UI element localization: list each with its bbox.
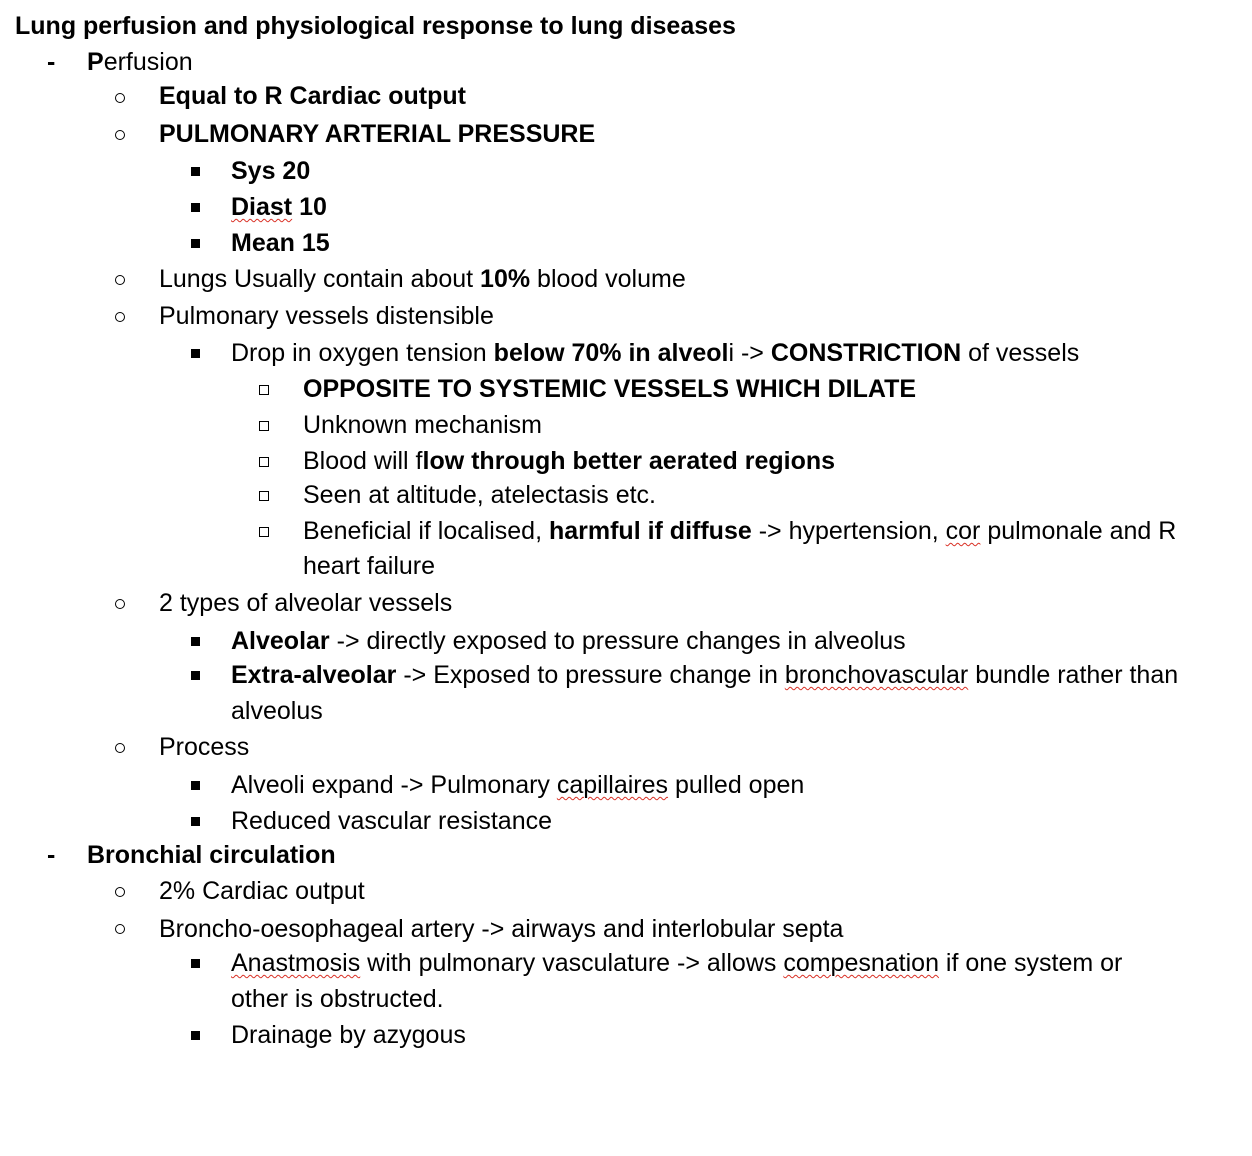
list-item: Drop in oxygen tension below 70% in alveoli -> CONSTRICTION of vessels bbox=[231, 339, 1080, 367]
list-item: Sys 20 bbox=[231, 157, 311, 185]
section-heading-bronchial: Bronchial circulation bbox=[87, 841, 336, 869]
bullet-square bbox=[191, 671, 200, 680]
list-item: Lungs Usually contain about 10% blood volume bbox=[159, 265, 686, 293]
list-item-continuation: alveolus bbox=[231, 697, 323, 725]
bullet-square bbox=[191, 203, 200, 212]
list-item: PULMONARY ARTERIAL PRESSURE bbox=[159, 120, 596, 148]
list-item: Diast 10 bbox=[231, 193, 327, 221]
list-item: Drainage by azygous bbox=[231, 1021, 466, 1049]
list-item: Alveoli expand -> Pulmonary capillaires pulled open bbox=[231, 771, 805, 799]
bullet-circle bbox=[115, 93, 125, 103]
bullet-square bbox=[191, 817, 200, 826]
bullet-dash: - bbox=[47, 841, 56, 869]
list-item: Reduced vascular resistance bbox=[231, 807, 552, 835]
bullet-circle bbox=[115, 887, 125, 897]
bullet-circle bbox=[115, 312, 125, 322]
page-title: Lung perfusion and physiological response to lung diseases bbox=[15, 12, 736, 40]
bullet-circle bbox=[115, 130, 125, 140]
list-item: Broncho-oesophageal artery -> airways and interlobular septa bbox=[159, 915, 844, 943]
bullet-square bbox=[191, 637, 200, 646]
list-item: Process bbox=[159, 733, 250, 761]
bullet-square bbox=[191, 1031, 200, 1040]
list-item: 2 types of alveolar vessels bbox=[159, 589, 453, 617]
bullet-box bbox=[259, 491, 269, 501]
list-item: Beneficial if localised, harmful if diffuse -> hypertension, cor pulmonale and R bbox=[303, 517, 1177, 545]
bullet-box bbox=[259, 527, 269, 537]
list-item: Equal to R Cardiac output bbox=[159, 82, 466, 110]
bullet-square bbox=[191, 349, 200, 358]
list-item: Extra-alveolar -> Exposed to pressure change in bronchovascular bundle rather than bbox=[231, 661, 1179, 689]
list-item: Mean 15 bbox=[231, 229, 330, 257]
bullet-box bbox=[259, 457, 269, 467]
bullet-box bbox=[259, 385, 269, 395]
bullet-circle bbox=[115, 599, 125, 609]
bullet-square bbox=[191, 239, 200, 248]
list-item: Pulmonary vessels distensible bbox=[159, 302, 494, 330]
bullet-dash: - bbox=[47, 48, 56, 76]
bullet-circle bbox=[115, 275, 125, 285]
list-item: Blood will flow through better aerated regions bbox=[303, 447, 836, 475]
bullet-square bbox=[191, 959, 200, 968]
list-item: OPPOSITE TO SYSTEMIC VESSELS WHICH DILATE bbox=[303, 375, 917, 403]
list-item: Alveolar -> directly exposed to pressure changes in alveolus bbox=[231, 627, 906, 655]
list-item: Unknown mechanism bbox=[303, 411, 542, 439]
list-item: Seen at altitude, atelectasis etc. bbox=[303, 481, 656, 509]
bullet-box bbox=[259, 421, 269, 431]
bullet-circle bbox=[115, 743, 125, 753]
bullet-circle bbox=[115, 924, 125, 934]
list-item: 2% Cardiac output bbox=[159, 877, 365, 905]
list-item-continuation: heart failure bbox=[303, 552, 436, 580]
list-item: Anastmosis with pulmonary vasculature -> allows compesnation if one system or bbox=[231, 949, 1123, 977]
section-heading-perfusion: Perfusion bbox=[87, 48, 193, 76]
list-item-continuation: other is obstructed. bbox=[231, 985, 444, 1013]
bullet-square bbox=[191, 167, 200, 176]
bullet-square bbox=[191, 781, 200, 790]
